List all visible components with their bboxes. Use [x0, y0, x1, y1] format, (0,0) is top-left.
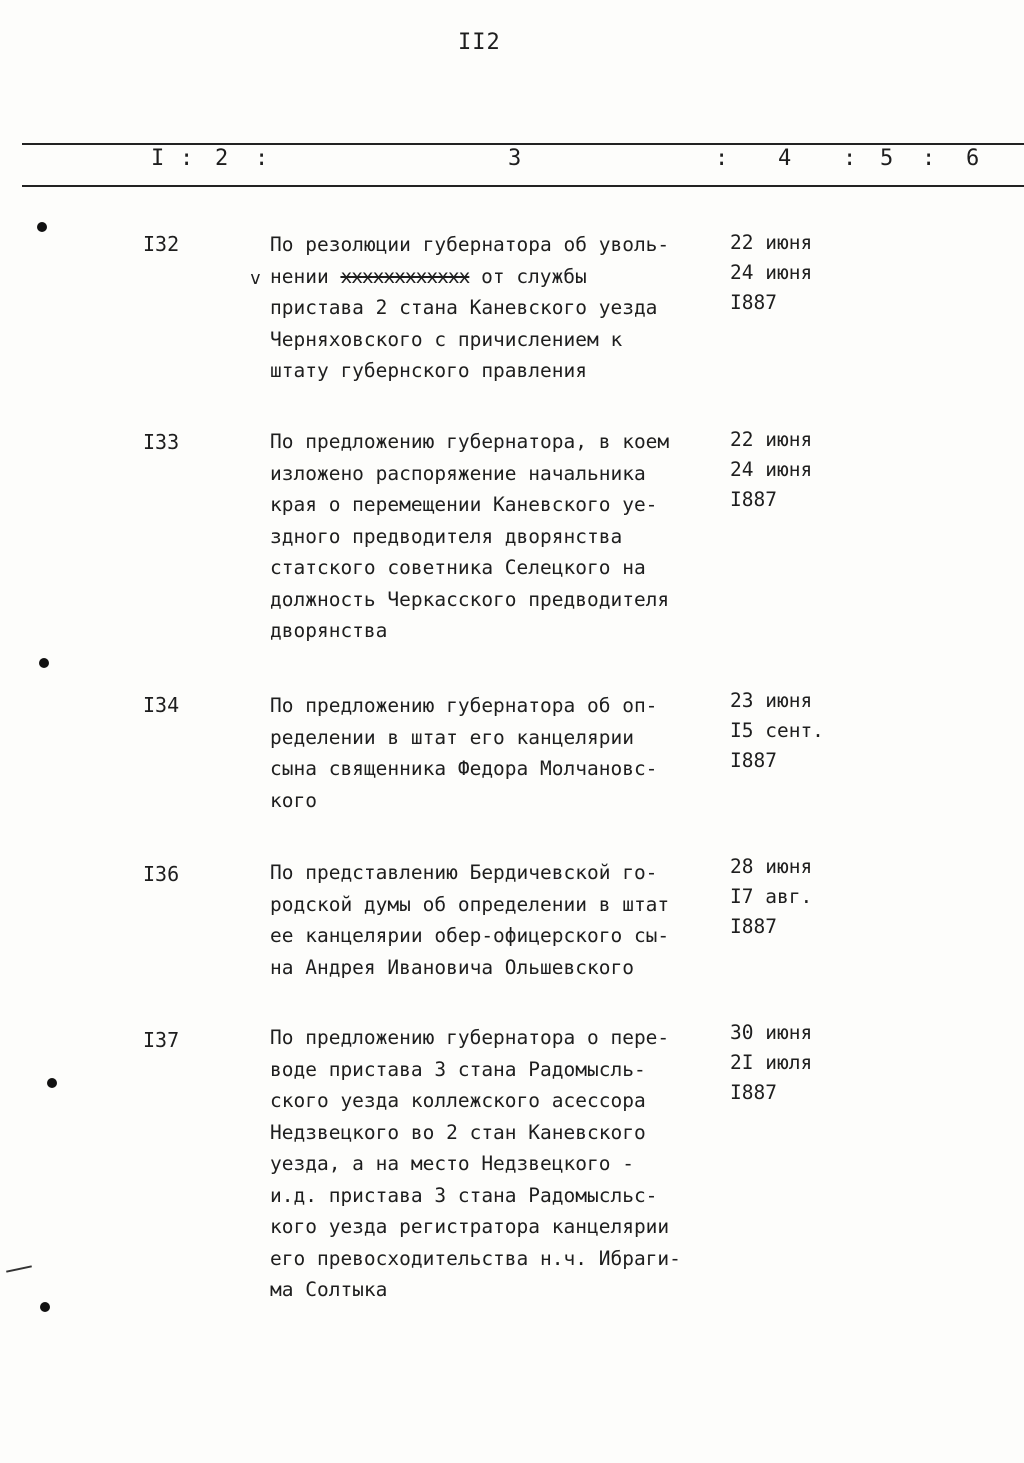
description-line: его превосходительства н.ч. Ибраги- [270, 1246, 681, 1270]
column-separator: : [843, 146, 857, 171]
description-fragment: нении [270, 264, 329, 288]
margin-pen-stroke [6, 1265, 32, 1272]
description-line: изложено распоряжение начальника [270, 461, 646, 485]
binder-hole [39, 658, 49, 668]
description-line: дворянства [270, 619, 388, 642]
end-date: I5 сент. [730, 719, 824, 742]
entry-number: I36 [143, 862, 180, 886]
description-line: ма Солтыка [270, 1278, 388, 1301]
end-date: 2I июля [730, 1051, 813, 1074]
struck-out-text: xxxxxxxxxxxx [340, 264, 470, 288]
description-line: родской думы об определении в штат [270, 892, 670, 916]
description-line: Недзвецкого во 2 стан Каневского [270, 1120, 646, 1144]
entry-dates [730, 228, 812, 318]
entry-number: I37 [143, 1028, 180, 1052]
header-top-rule [22, 143, 1024, 145]
page-number: II2 [458, 30, 501, 55]
column-2-header: 2 [215, 146, 229, 171]
description-line: штату губернского правления [270, 359, 587, 382]
year: I887 [730, 915, 777, 938]
end-date: 24 июня [730, 458, 813, 481]
header-bottom-rule [22, 185, 1024, 187]
entry-description [270, 857, 730, 983]
start-date: 22 июня [730, 428, 813, 451]
description-line: пристава 2 стана Каневского уезда [270, 296, 658, 319]
column-3-header: 3 [508, 146, 522, 171]
description-line: статского советника Селецкого на [270, 556, 646, 579]
column-separator: : [715, 146, 729, 171]
entry-dates [730, 686, 824, 776]
description-line: Черняховского с причислением к [270, 327, 623, 351]
entry-description [270, 426, 730, 647]
entry-dates [730, 1018, 812, 1108]
description-line: По предложению губернатора о пере- [270, 1026, 670, 1049]
year: I887 [730, 488, 777, 511]
column-separator: : [180, 146, 194, 171]
description-line: кого уезда регистратора канцелярии [270, 1215, 670, 1238]
entry-dates [730, 425, 812, 515]
start-date: 23 июня [730, 689, 813, 712]
description-line: По предложению губернатора, в коем [270, 430, 670, 453]
binder-hole [40, 1302, 50, 1312]
description-line: По резолюции губернатора об уволь- [270, 233, 670, 256]
column-4-header: 4 [778, 146, 792, 171]
description-line: ее канцелярии обер-офицерского сы- [270, 924, 670, 947]
description-line [270, 261, 730, 293]
description-line: сына священника Федора Молчановс- [270, 757, 658, 780]
binder-hole [37, 222, 47, 232]
description-line: здного предводителя дворянства [270, 524, 623, 548]
description-line: По представлению Бердичевской го- [270, 861, 658, 884]
entry-description [270, 229, 730, 387]
start-date: 22 июня [730, 231, 813, 254]
column-5-header: 5 [880, 146, 894, 171]
year: I887 [730, 749, 777, 772]
description-line: на Андрея Ивановича Ольшевского [270, 955, 634, 979]
entry-number: I32 [143, 232, 180, 256]
entry-description [270, 1022, 730, 1306]
entry-number: I33 [143, 430, 180, 454]
binder-hole [47, 1078, 57, 1088]
entry-number: I34 [143, 693, 180, 717]
column-6-header: 6 [966, 146, 980, 171]
description-line: ределении в штат его канцелярии [270, 725, 634, 749]
description-line: и.д. пристава 3 стана Радомысльс- [270, 1183, 658, 1207]
description-line: ского уезда коллежского асессора [270, 1089, 646, 1112]
end-date: 24 июня [730, 261, 813, 284]
entry-dates [730, 852, 812, 942]
start-date: 30 июня [730, 1021, 813, 1044]
check-mark: v [250, 268, 261, 289]
year: I887 [730, 291, 777, 314]
description-line: уезда, а на место Недзвецкого - [270, 1152, 634, 1175]
description-line: воде пристава 3 стана Радомысль- [270, 1057, 646, 1081]
end-date: I7 авг. [730, 885, 813, 908]
start-date: 28 июня [730, 855, 813, 878]
column-separator: : [255, 146, 269, 171]
column-1-header: I [151, 146, 165, 171]
year: I887 [730, 1081, 777, 1104]
entry-description [270, 690, 730, 816]
description-fragment: от службы [481, 264, 587, 288]
description-line: кого [270, 788, 317, 812]
description-line: края о перемещении Каневского уе- [270, 493, 658, 516]
description-line: По предложению губернатора об оп- [270, 694, 658, 717]
column-separator: : [922, 146, 936, 171]
description-line: должность Черкасского предводителя [270, 587, 670, 611]
